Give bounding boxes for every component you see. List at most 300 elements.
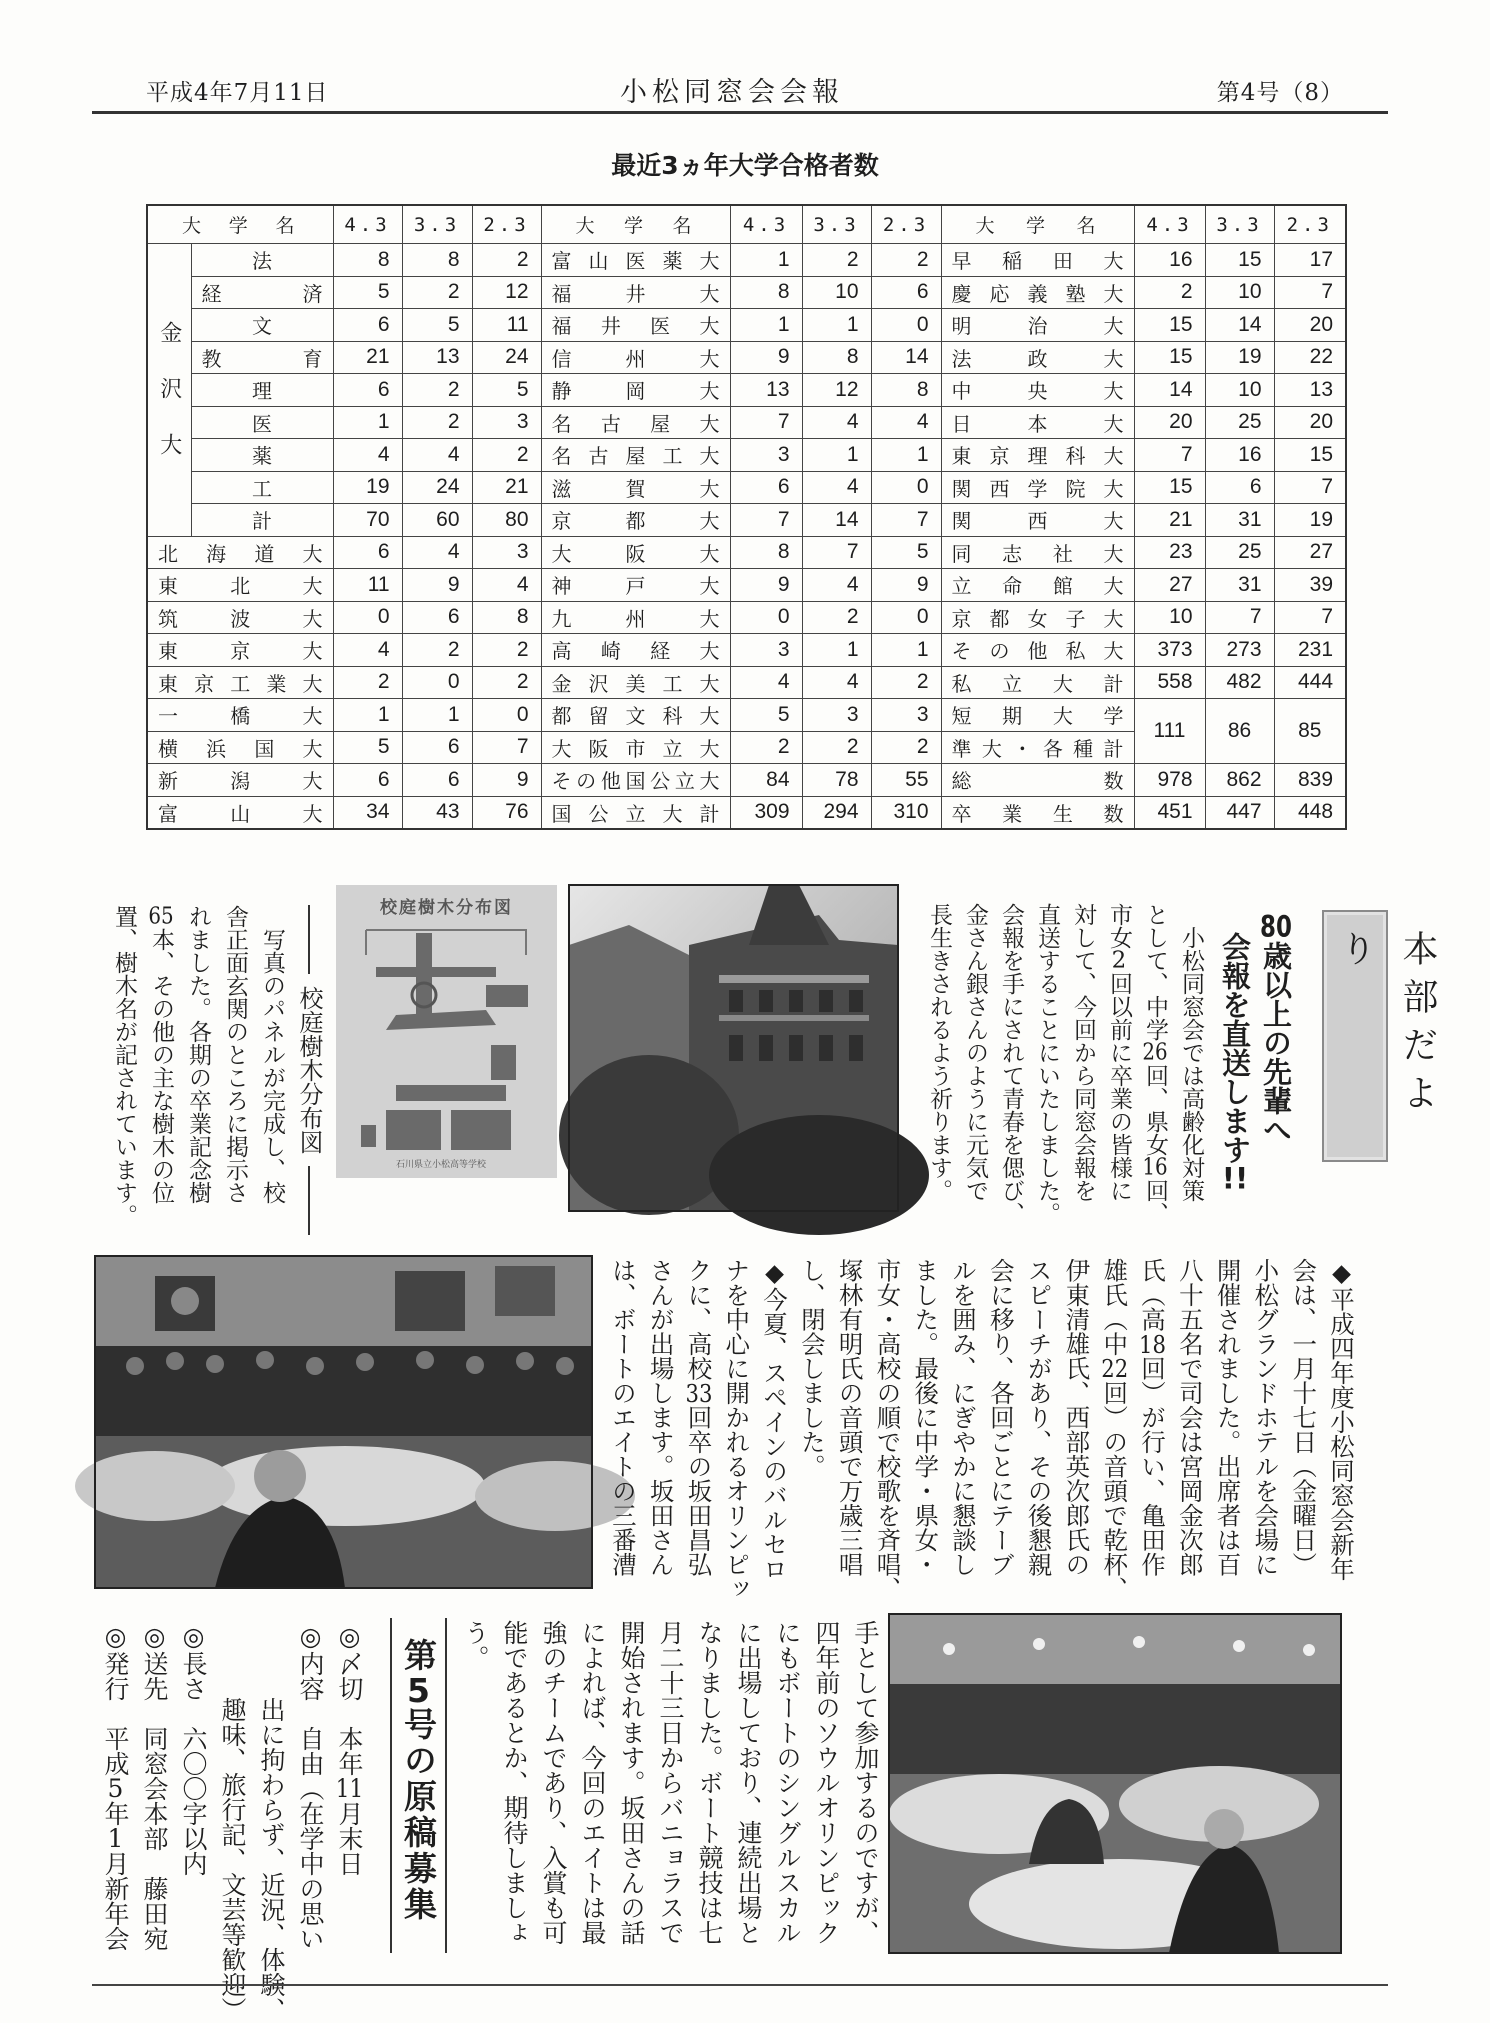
- count-cell: 6: [402, 731, 472, 764]
- text-column: ◎長さ 六〇〇字以内: [179, 1622, 208, 1876]
- count-cell: 2: [730, 731, 802, 764]
- university-name: 東京理科大: [941, 439, 1134, 472]
- kanazawa-univ-label: 金沢大: [147, 244, 191, 537]
- count-cell: 7: [1274, 601, 1346, 634]
- count-cell: 3: [472, 406, 541, 439]
- text-column: 小松グランドホテルを会場に: [1251, 1258, 1281, 1577]
- count-cell: 15: [1134, 309, 1205, 342]
- count-cell: 85: [1274, 699, 1346, 764]
- count-cell: 14: [1205, 309, 1274, 342]
- text-column: ◎発行 平成5年1月新年会: [101, 1622, 130, 1951]
- col-header-year: 4.3: [1134, 205, 1205, 244]
- text-column: 開始されます。坂田さんの話: [617, 1620, 646, 1945]
- new-year-party-photo: [95, 1256, 592, 1588]
- count-cell: 4: [472, 569, 541, 602]
- count-cell: 5: [730, 699, 802, 732]
- col-header-year: 2.3: [871, 205, 941, 244]
- count-cell: 3: [802, 699, 871, 732]
- col-header-year: 4.3: [333, 205, 402, 244]
- count-cell: 447: [1205, 796, 1274, 829]
- count-cell: 9: [871, 569, 941, 602]
- university-name: 静岡大: [541, 374, 730, 407]
- honbu-headline: [1214, 912, 1296, 1242]
- count-cell: 1: [333, 406, 402, 439]
- university-name: 国公立大計: [541, 796, 730, 829]
- university-name: 早稲田大: [941, 244, 1134, 277]
- university-name: 東北大: [147, 569, 333, 602]
- count-cell: 2: [402, 374, 472, 407]
- table-row: [147, 341, 1346, 374]
- count-cell: 0: [871, 601, 941, 634]
- footer-rule: [92, 1984, 1388, 1986]
- count-cell: 15: [1134, 341, 1205, 374]
- university-name: 一橋大: [147, 699, 333, 732]
- table-row: [147, 796, 1346, 829]
- count-cell: 1: [802, 439, 871, 472]
- count-cell: 373: [1134, 634, 1205, 667]
- table-row: [147, 309, 1346, 342]
- university-name: 横浜国大: [147, 731, 333, 764]
- count-cell: 4: [402, 439, 472, 472]
- text-column: 伊東清雄氏、西部英次郎氏の: [1062, 1258, 1092, 1577]
- count-cell: 3: [472, 536, 541, 569]
- count-cell: 4: [802, 406, 871, 439]
- university-name: 神戸大: [541, 569, 730, 602]
- university-name: 関西学院大: [941, 471, 1134, 504]
- university-name: 滋賀大: [541, 471, 730, 504]
- count-cell: 451: [1134, 796, 1205, 829]
- count-cell: 13: [402, 341, 472, 374]
- count-cell: 0: [871, 309, 941, 342]
- count-cell: 2: [1134, 276, 1205, 309]
- text-column: 開催されました。出席者は百: [1213, 1258, 1243, 1577]
- count-cell: 25: [1205, 536, 1274, 569]
- university-name: 筑波大: [147, 601, 333, 634]
- faculty-name: 教育: [191, 341, 333, 374]
- count-cell: 0: [730, 601, 802, 634]
- text-column: なりました。ボート競技は七: [695, 1620, 724, 1945]
- university-name: 都留文科大: [541, 699, 730, 732]
- count-cell: 2: [472, 666, 541, 699]
- count-cell: 310: [871, 796, 941, 829]
- count-cell: 1: [730, 309, 802, 342]
- university-name: 明治大: [941, 309, 1134, 342]
- count-cell: 2: [402, 406, 472, 439]
- count-cell: 7: [802, 536, 871, 569]
- text-column: 対して、今回から同窓会報を: [1070, 903, 1096, 1202]
- count-cell: 43: [402, 796, 472, 829]
- count-cell: 84: [730, 764, 802, 797]
- count-cell: 8: [472, 601, 541, 634]
- tree-map-heading-text: 校庭樹木分布図: [295, 986, 323, 1154]
- count-cell: 2: [402, 634, 472, 667]
- count-cell: 1: [871, 439, 941, 472]
- count-cell: 4: [802, 666, 871, 699]
- text-column: によれば、今回のエイトは最: [578, 1620, 607, 1945]
- count-cell: 6: [402, 601, 472, 634]
- text-column: は、ボートのエイトの三番漕: [608, 1258, 638, 1577]
- count-cell: 21: [1134, 504, 1205, 537]
- issue-date: 平成4年7月11日: [146, 80, 329, 106]
- count-cell: 20: [1134, 406, 1205, 439]
- count-cell: 8: [730, 276, 802, 309]
- count-cell: 3: [730, 439, 802, 472]
- count-cell: 7: [472, 731, 541, 764]
- text-column: ◆平成四年度小松同窓会新年: [1327, 1258, 1356, 1581]
- count-cell: 2: [472, 244, 541, 277]
- count-cell: 10: [1205, 276, 1274, 309]
- table-row: [147, 634, 1346, 667]
- university-name: 新潟大: [147, 764, 333, 797]
- count-cell: 444: [1274, 666, 1346, 699]
- count-cell: 9: [730, 569, 802, 602]
- news-article-a: [604, 1258, 1360, 1603]
- university-name: 慶応義塾大: [941, 276, 1134, 309]
- count-cell: 309: [730, 796, 802, 829]
- table-row: [147, 569, 1346, 602]
- count-cell: 6: [1205, 471, 1274, 504]
- text-column: 置、樹木名が記されています。: [111, 905, 137, 1227]
- count-cell: 39: [1274, 569, 1346, 602]
- count-cell: 4: [871, 406, 941, 439]
- text-column: ました。最後に中学・県女・: [911, 1258, 941, 1577]
- count-cell: 16: [1205, 439, 1274, 472]
- text-column: さんが出場します。坂田さん: [646, 1258, 676, 1577]
- count-cell: 27: [1274, 536, 1346, 569]
- text-column: クに、高校33回卒の坂田昌弘: [684, 1258, 714, 1577]
- count-cell: 11: [333, 569, 402, 602]
- table-header-row: [147, 205, 1346, 244]
- issue-number: 第4号（8）: [1216, 80, 1344, 106]
- university-name: 東京大: [147, 634, 333, 667]
- honbu-dayori-label: 本部だより: [1335, 930, 1438, 1122]
- count-cell: 0: [472, 699, 541, 732]
- text-column: 強のチームであり、入賞も可: [539, 1620, 568, 1945]
- count-cell: 4: [730, 666, 802, 699]
- count-cell: 19: [333, 471, 402, 504]
- text-column: 市女・高校の順で校歌を斉唱、: [873, 1258, 903, 1601]
- text-column: 雄氏（中22回）の音頭で乾杯、: [1100, 1258, 1130, 1601]
- header-rule: [92, 111, 1388, 114]
- count-cell: 12: [472, 276, 541, 309]
- text-column: 小松同窓会では高齢化対策: [1178, 903, 1204, 1202]
- count-cell: 12: [802, 374, 871, 407]
- count-cell: 3: [730, 634, 802, 667]
- count-cell: 9: [402, 569, 472, 602]
- count-cell: 231: [1274, 634, 1346, 667]
- count-cell: 6: [730, 471, 802, 504]
- university-name: 東京工業大: [147, 666, 333, 699]
- text-column: 金さん銀さんのように元気で: [962, 903, 988, 1202]
- text-column: ◎送先 同窓会本部 藤田宛: [140, 1622, 169, 1951]
- tree-map-panel-photo: [336, 885, 557, 1178]
- news-article-b: [456, 1620, 885, 1965]
- count-cell: 5: [333, 276, 402, 309]
- text-column: し、閉会しました。: [797, 1258, 827, 1479]
- col-header-year: 3.3: [402, 205, 472, 244]
- count-cell: 15: [1134, 471, 1205, 504]
- university-name: 準大・各種計: [941, 731, 1134, 764]
- headline-line: 会報を直送します!!: [1218, 932, 1252, 1193]
- headline-line: 80歳以上の先輩へ: [1259, 912, 1293, 1144]
- text-column: 会に移り、各回ごとにテーブ: [986, 1258, 1016, 1577]
- count-cell: 1: [402, 699, 472, 732]
- text-column: 八十五名で司会は宮岡金次郎: [1175, 1258, 1205, 1577]
- count-cell: 31: [1205, 504, 1274, 537]
- university-name: 九州大: [541, 601, 730, 634]
- count-cell: 10: [1134, 601, 1205, 634]
- university-name: 短期大学: [941, 699, 1134, 732]
- text-column: ◎内容 自由（在学中の思い: [296, 1622, 325, 1951]
- col-header-year: 2.3: [472, 205, 541, 244]
- text-column: 四年前のソウルオリンピック: [812, 1620, 841, 1945]
- faculty-name: 薬: [191, 439, 333, 472]
- newspaper-title: 小松同窓会会報: [620, 77, 844, 108]
- col-header-year: 4.3: [730, 205, 802, 244]
- col-header-name: 大学名: [941, 205, 1134, 244]
- count-cell: 8: [402, 244, 472, 277]
- col-header-name: 大学名: [147, 205, 333, 244]
- table-row: [147, 406, 1346, 439]
- table-row: [147, 536, 1346, 569]
- university-name: 私立大計: [941, 666, 1134, 699]
- university-name: 法政大: [941, 341, 1134, 374]
- recruit-heading: 第5号の原稿募集: [399, 1638, 438, 1923]
- table-row: [147, 374, 1346, 407]
- text-column: 会報を手にされて青春を偲び、: [998, 903, 1024, 1225]
- panel-caption: 石川県立小松高等学校: [396, 1160, 487, 1170]
- honbu-article: [921, 903, 1209, 1233]
- count-cell: 14: [871, 341, 941, 374]
- table-row: [147, 764, 1346, 797]
- count-cell: 2: [402, 276, 472, 309]
- count-cell: 5: [871, 536, 941, 569]
- count-cell: 34: [333, 796, 402, 829]
- university-name: 関西大: [941, 504, 1134, 537]
- count-cell: 21: [472, 471, 541, 504]
- count-cell: 60: [402, 504, 472, 537]
- university-name: 同志社大: [941, 536, 1134, 569]
- table-row: [147, 276, 1346, 309]
- count-cell: 6: [333, 764, 402, 797]
- text-column: 出に拘わらず、近況、体験、: [257, 1622, 286, 2022]
- count-cell: 15: [1274, 439, 1346, 472]
- count-cell: 7: [1274, 471, 1346, 504]
- count-cell: 6: [402, 764, 472, 797]
- university-name: 大阪大: [541, 536, 730, 569]
- count-cell: 4: [802, 471, 871, 504]
- text-column: 塚林有明氏の音頭で万歳三唱: [835, 1258, 865, 1577]
- text-column: ルを囲み、にぎやかに懇談し: [949, 1258, 979, 1577]
- count-cell: 5: [402, 309, 472, 342]
- university-name: 大阪市立大: [541, 731, 730, 764]
- count-cell: 448: [1274, 796, 1346, 829]
- university-name: 福井大: [541, 276, 730, 309]
- text-column: 氏（高18回）が行い、亀田作: [1138, 1258, 1168, 1577]
- count-cell: 86: [1205, 699, 1274, 764]
- count-cell: 6: [333, 309, 402, 342]
- text-column: 趣味、旅行記、文芸等歓迎）: [218, 1622, 247, 2022]
- table-row: [147, 504, 1346, 537]
- count-cell: 25: [1205, 406, 1274, 439]
- count-cell: 15: [1205, 244, 1274, 277]
- count-cell: 16: [1134, 244, 1205, 277]
- text-column: に出場しており、連続出場と: [734, 1620, 763, 1945]
- text-column: 直送することにいたしました。: [1034, 903, 1060, 1225]
- count-cell: 7: [730, 504, 802, 537]
- university-name: 福井医大: [541, 309, 730, 342]
- university-name: 総数: [941, 764, 1134, 797]
- table-row: [147, 699, 1346, 732]
- count-cell: 6: [333, 536, 402, 569]
- count-cell: 27: [1134, 569, 1205, 602]
- recruit-heading-box: [390, 1618, 447, 1953]
- table-row: [147, 471, 1346, 504]
- text-column: スピーチがあり、その後懇親: [1024, 1258, 1054, 1577]
- count-cell: 8: [730, 536, 802, 569]
- text-column: ナを中心に開かれるオリンピッ: [722, 1258, 752, 1601]
- count-cell: 24: [402, 471, 472, 504]
- count-cell: 14: [1134, 374, 1205, 407]
- admissions-table: [146, 204, 1347, 830]
- col-header-year: 3.3: [802, 205, 871, 244]
- count-cell: 7: [730, 406, 802, 439]
- count-cell: 20: [1274, 406, 1346, 439]
- count-cell: 2: [802, 601, 871, 634]
- faculty-name: 工: [191, 471, 333, 504]
- count-cell: 4: [333, 439, 402, 472]
- count-cell: 862: [1205, 764, 1274, 797]
- count-cell: 482: [1205, 666, 1274, 699]
- count-cell: 1: [730, 244, 802, 277]
- count-cell: 1: [871, 634, 941, 667]
- tree-map-heading: [290, 905, 327, 1235]
- count-cell: 1: [333, 699, 402, 732]
- count-cell: 5: [472, 374, 541, 407]
- count-cell: 78: [802, 764, 871, 797]
- university-name: その他私大: [941, 634, 1134, 667]
- table-title: 最近3ヵ年大学合格者数: [611, 151, 879, 180]
- count-cell: 6: [333, 374, 402, 407]
- university-name: 信州大: [541, 341, 730, 374]
- col-header-year: 2.3: [1274, 205, 1346, 244]
- count-cell: 2: [871, 666, 941, 699]
- count-cell: 76: [472, 796, 541, 829]
- table-row: [147, 601, 1346, 634]
- count-cell: 558: [1134, 666, 1205, 699]
- school-building-photo: [569, 885, 898, 1211]
- university-name: 卒業生数: [941, 796, 1134, 829]
- count-cell: 13: [730, 374, 802, 407]
- count-cell: 13: [1274, 374, 1346, 407]
- count-cell: 0: [333, 601, 402, 634]
- text-column: 月二十三日からバニョラスで: [656, 1620, 685, 1945]
- text-column: 市女2回以前に卒業の皆様に: [1106, 903, 1132, 1202]
- count-cell: 7: [871, 504, 941, 537]
- count-cell: 3: [871, 699, 941, 732]
- university-name: 京都女子大: [941, 601, 1134, 634]
- text-column: れました。各期の卒業記念樹: [185, 905, 211, 1204]
- count-cell: 4: [802, 569, 871, 602]
- tree-map-article: [105, 905, 327, 1235]
- university-name: 北海道大: [147, 536, 333, 569]
- count-cell: 8: [802, 341, 871, 374]
- count-cell: 19: [1274, 504, 1346, 537]
- count-cell: 70: [333, 504, 402, 537]
- count-cell: 978: [1134, 764, 1205, 797]
- university-name: 日本大: [941, 406, 1134, 439]
- count-cell: 1: [802, 634, 871, 667]
- party-hall-photo: [889, 1614, 1341, 1953]
- count-cell: 20: [1274, 309, 1346, 342]
- honbu-dayori-box: [1322, 910, 1438, 1162]
- text-column: 会は、一月十七日（金曜日）: [1289, 1258, 1319, 1577]
- count-cell: 4: [402, 536, 472, 569]
- col-header-name: 大学名: [541, 205, 730, 244]
- count-cell: 31: [1205, 569, 1274, 602]
- count-cell: 7: [1134, 439, 1205, 472]
- faculty-name: 理: [191, 374, 333, 407]
- text-column: 手として参加するのですが、: [851, 1620, 880, 1945]
- count-cell: 0: [402, 666, 472, 699]
- count-cell: 10: [1205, 374, 1274, 407]
- count-cell: 8: [333, 244, 402, 277]
- count-cell: 2: [802, 244, 871, 277]
- university-name: 名古屋工大: [541, 439, 730, 472]
- table-row: [147, 666, 1346, 699]
- count-cell: 9: [730, 341, 802, 374]
- count-cell: 7: [1205, 601, 1274, 634]
- count-cell: 8: [871, 374, 941, 407]
- text-column: 65本、その他の主な樹木の位: [148, 905, 174, 1204]
- count-cell: 22: [1274, 341, 1346, 374]
- university-name: 名古屋大: [541, 406, 730, 439]
- count-cell: 6: [871, 276, 941, 309]
- count-cell: 5: [333, 731, 402, 764]
- count-cell: 17: [1274, 244, 1346, 277]
- count-cell: 111: [1134, 699, 1205, 764]
- university-name: 京都大: [541, 504, 730, 537]
- university-name: 立命館大: [941, 569, 1134, 602]
- faculty-name: 医: [191, 406, 333, 439]
- count-cell: 2: [871, 731, 941, 764]
- table-row: [147, 244, 1346, 277]
- faculty-name: 法: [191, 244, 333, 277]
- university-name: 高崎経大: [541, 634, 730, 667]
- count-cell: 1: [802, 309, 871, 342]
- text-column: 能であるとか、期待しましょ: [500, 1620, 529, 1945]
- count-cell: 55: [871, 764, 941, 797]
- count-cell: 839: [1274, 764, 1346, 797]
- count-cell: 0: [871, 471, 941, 504]
- count-cell: 294: [802, 796, 871, 829]
- university-name: 富山医薬大: [541, 244, 730, 277]
- university-name: その他国公立大: [541, 764, 730, 797]
- count-cell: 9: [472, 764, 541, 797]
- text-column: 舎正面玄関のところに掲示さ: [222, 905, 248, 1204]
- recruit-details: [96, 1622, 369, 2022]
- faculty-name: 文: [191, 309, 333, 342]
- table-row: [147, 439, 1346, 472]
- count-cell: 24: [472, 341, 541, 374]
- text-column: う。: [461, 1620, 490, 1670]
- text-column: として、中学26回、県女16回、: [1142, 903, 1168, 1225]
- count-cell: 7: [1274, 276, 1346, 309]
- text-column: 長生きされるよう祈ります。: [926, 903, 952, 1202]
- faculty-name: 計: [191, 504, 333, 537]
- count-cell: 11: [472, 309, 541, 342]
- university-name: 金沢美工大: [541, 666, 730, 699]
